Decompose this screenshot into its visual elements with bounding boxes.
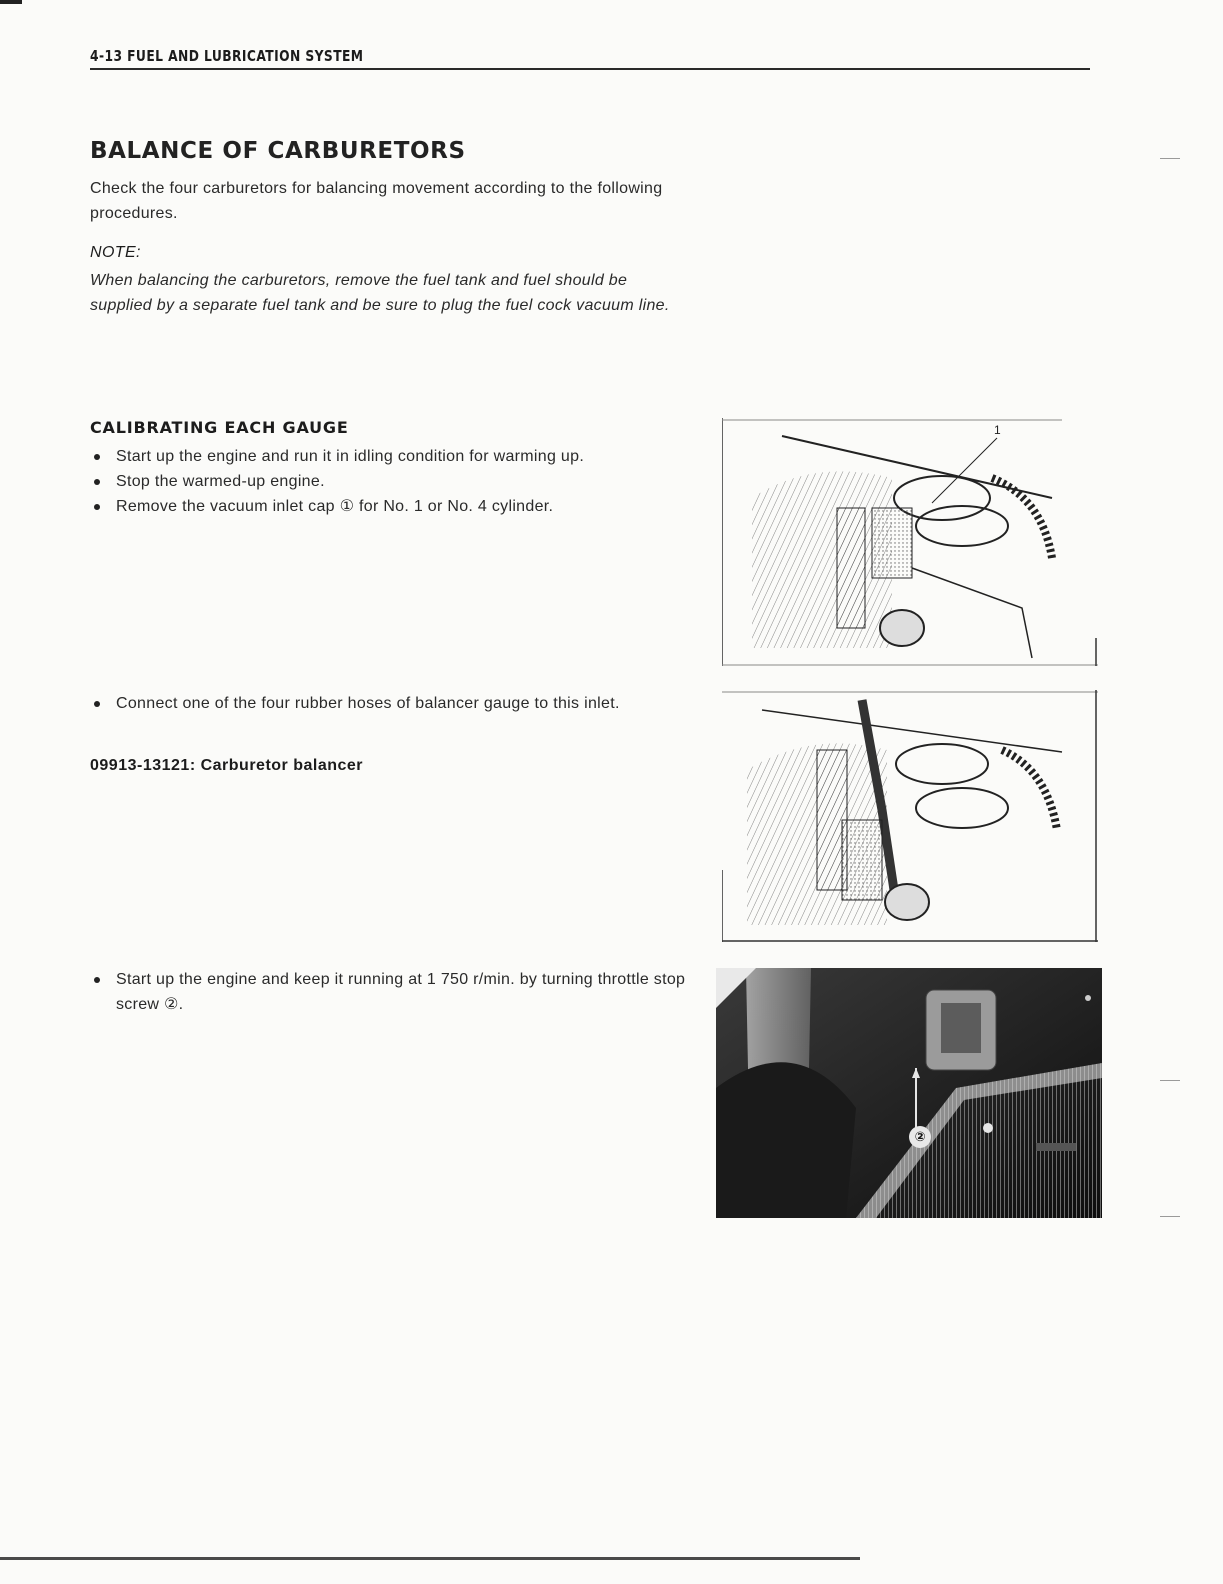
edge-mark — [1160, 1080, 1180, 1081]
page-header — [90, 47, 1090, 66]
note-text: When balancing the carburetors, remove the fuel tank and fuel should be supplied by a separate fuel tank and be sure to plug the fuel cock vacuum line. — [90, 272, 670, 314]
intro-paragraph: Check the four carburetors for balancing movement according to the following procedures. — [90, 180, 663, 222]
figure-callout-2: ② — [909, 1126, 931, 1148]
list-item: Start up the engine and keep it running at 1 750 r/min. by turning throttle stop screw ②. — [90, 967, 690, 1017]
corner-mark — [0, 0, 22, 4]
steps-list-b — [90, 691, 690, 716]
section-title: BALANCE OF CARBURETORS — [90, 138, 466, 164]
header-rule — [90, 68, 1090, 70]
engine-photo — [716, 968, 1102, 1218]
figure-balancer-hose — [722, 690, 1098, 942]
steps-list-c — [90, 967, 690, 1017]
note-label: NOTE: — [90, 244, 141, 261]
edge-mark — [1160, 1216, 1180, 1217]
subsection-title: CALIBRATING EACH GAUGE — [90, 418, 349, 437]
list-item: Remove the vacuum inlet cap ① for No. 1 or No. 4 cylinder. — [90, 494, 690, 519]
list-item: Start up the engine and run it in idling condition for warming up. — [90, 444, 690, 469]
list-item: Stop the warmed-up engine. — [90, 469, 690, 494]
edge-mark — [1160, 158, 1180, 159]
figure-vacuum-inlet-cap — [722, 418, 1098, 666]
special-tool: 09913-13121: Carburetor balancer — [90, 757, 364, 774]
engine-illustration-1 — [722, 418, 1098, 666]
list-item: Connect one of the four rubber hoses of balancer gauge to this inlet. — [90, 691, 690, 716]
page-header-title: 4-13 FUEL AND LUBRICATION SYSTEM — [90, 47, 364, 65]
footer-rule — [0, 1557, 860, 1560]
figure-callout-1: 1 — [994, 423, 1001, 437]
steps-list-a — [90, 444, 690, 519]
engine-illustration-2 — [722, 690, 1098, 942]
figure-throttle-stop-screw — [716, 968, 1102, 1218]
